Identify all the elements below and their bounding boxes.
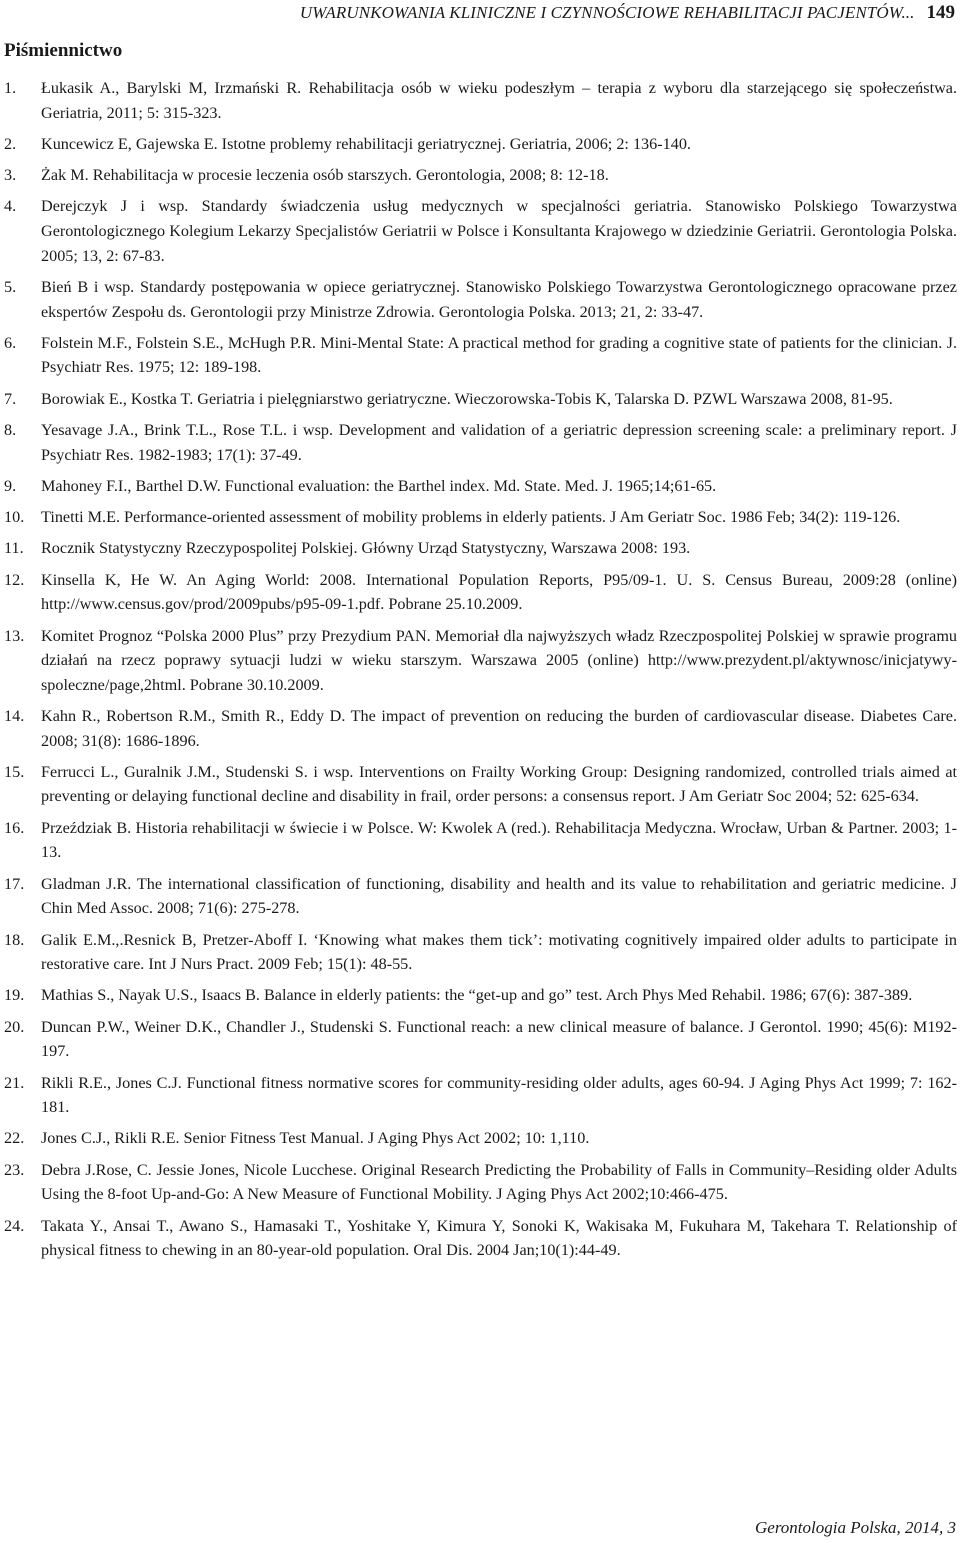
reference-number: 10. (4, 508, 25, 527)
reference-text: Galik E.M.,.Resnick B, Pretzer-Aboff I. ‘Knowing what makes them tick’: motivating cognitively impaired older adults to participate in restorative care. Int J Nurs Pract. 2009 Feb; 15(1): 48-55. (41, 930, 957, 974)
reference-text: Duncan P.W., Weiner D.K., Chandler J., Studenski S. Functional reach: a new clinical measure of balance. J Gerontol. 1990; 45(6): M192-197. (41, 1017, 957, 1061)
reference-text: Rikli R.E., Jones C.J. Functional fitness normative scores for community-residing older adults, ages 60-94. J Aging Phys Act 1999; 7: 162-181. (41, 1073, 957, 1117)
reference-text: Debra J.Rose, C. Jessie Jones, Nicole Lucchese. Original Research Predicting the Probability of Falls in Community–Residing older Adults Using the 8-foot Up-and-Go: A New Measure of Functional Mobility. J Aging Phys Act 2002;10:466-475. (41, 1160, 957, 1204)
reference-text: Kinsella K, He W. An Aging World: 2008. International Population Reports, P95/09-1. U. S. Census Bureau, 2009:28 (online) http://www.census.gov/prod/2009pubs/p95-09-1.pdf. Pobrane 25.10.2009. (41, 570, 957, 614)
reference-item (4, 505, 957, 530)
reference-number: 11. (4, 539, 24, 558)
reference-item (4, 536, 957, 561)
reference-text: Takata Y., Ansai T., Awano S., Hamasaki T., Yoshitake Y, Kimura Y, Sonoki K, Wakisaka M, Fukuhara M, Takehara T. Relationship of physical fitness to chewing in an 80-year-old population. Oral Dis. 2004 Jan;10(1):44-49. (41, 1216, 957, 1260)
reference-item (4, 1071, 957, 1120)
reference-text: Łukasik A., Barylski M, Irzmański R. Rehabilitacja osób w wieku podeszłym – terapia z wyboru dla starzejącego się społeczeństwa. Geriatria, 2011; 5: 315-323. (41, 79, 957, 122)
reference-text: Borowiak E., Kostka T. Geriatria i pielęgniarstwo geriatryczne. Wieczorowska-Tobis K, Talarska D. PZWL Warszawa 2008, 81-95. (41, 389, 893, 408)
reference-number: 17. (4, 874, 25, 893)
reference-number: 1. (4, 79, 17, 97)
running-footer: Gerontologia Polska, 2014, 3 (755, 1518, 956, 1537)
reference-text: Przeździak B. Historia rehabilitacji w świecie i w Polsce. W: Kwolek A (red.). Rehabilitacja Medyczna. Wrocław, Urban & Partner. 2003; 1-13. (41, 818, 957, 862)
reference-text: Derejczyk J i wsp. Standardy świadczenia usług medycznych w specjalności geriatria. Stanowisko Polskiego Towarzystwa Gerontologicznego Kolegium Lekarzy Specjalistów Geriatrii w Polsce i Konsultanta Krajowego w dziedzinie Geriatrii. Gerontologia Polska. 2005; 13, 2: 67-83. (41, 197, 957, 265)
reference-text: Bień B i wsp. Standardy postępowania w opiece geriatrycznej. Stanowisko Polskiego Towarzystwa Gerontologicznego opracowane przez ekspertów Zespołu ds. Gerontologii przy Ministrze Zdrowia. Gerontologia Polska. 2013; 21, 2: 33-47. (41, 277, 957, 321)
reference-text: Folstein M.F., Folstein S.E., McHugh P.R. Mini-Mental State: A practical method for grading a cognitive state of patients for the clinician. J. Psychiatr Res. 1975; 12: 189-198. (41, 333, 957, 377)
reference-number: 24. (4, 1216, 25, 1235)
reference-number: 23. (4, 1160, 25, 1179)
reference-number: 21. (4, 1073, 25, 1092)
reference-number: 4. (4, 197, 17, 216)
reference-item (4, 387, 957, 412)
reference-text: Ferrucci L., Guralnik J.M., Studenski S. i wsp. Interventions on Frailty Working Group: Designing randomized, controlled trials aimed at preventing or delaying functional decline and disability in frail, order persons: a consensus report. J Am Geriatr Soc 2004; 52: 625-634. (41, 762, 957, 806)
running-header (180, 2, 955, 24)
reference-number: 5. (4, 277, 17, 296)
reference-item (4, 132, 957, 157)
reference-number: 12. (4, 570, 25, 589)
reference-text: Mahoney F.I., Barthel D.W. Functional evaluation: the Barthel index. Md. State. Med. J. 1965;14;61-65. (41, 476, 717, 495)
section-heading: Piśmiennictwo (4, 40, 123, 61)
reference-number: 2. (4, 134, 17, 153)
reference-item (4, 194, 957, 268)
reference-item (4, 418, 957, 467)
reference-item (4, 624, 957, 698)
reference-text: Tinetti M.E. Performance-oriented assessment of mobility problems in elderly patients. J Am Geriatr Soc. 1986 Feb; 34(2): 119-126. (41, 508, 901, 527)
reference-number: 9. (4, 476, 17, 495)
reference-item (4, 872, 957, 921)
reference-number: 22. (4, 1129, 25, 1148)
reference-text: Żak M. Rehabilitacja w procesie leczenia osób starszych. Gerontologia, 2008; 8: 12-18. (41, 166, 609, 185)
reference-number: 15. (4, 762, 25, 781)
reference-number: 20. (4, 1017, 25, 1036)
reference-item (4, 983, 957, 1008)
reference-text: Gladman J.R. The international classification of functioning, disability and health and its value to rehabilitation and geriatric medicine. J Chin Med Assoc. 2008; 71(6): 275-278. (41, 874, 957, 918)
reference-text: Kuncewicz E, Gajewska E. Istotne problemy rehabilitacji geriatrycznej. Geriatria, 2006; 2: 136-140. (41, 134, 691, 153)
reference-text: Yesavage J.A., Brink T.L., Rose T.L. i wsp. Development and validation of a geriatric depression screening scale: a preliminary report. J Psychiatr Res. 1982-1983; 17(1): 37-49. (41, 420, 957, 464)
reference-item (4, 568, 957, 617)
reference-number: 7. (4, 389, 17, 408)
reference-item (4, 928, 957, 977)
reference-list (4, 76, 957, 1269)
reference-item (4, 760, 957, 809)
reference-text: Jones C.J., Rikli R.E. Senior Fitness Test Manual. J Aging Phys Act 2002; 10: 1,110. (41, 1129, 590, 1148)
reference-number: 6. (4, 333, 17, 352)
reference-number: 14. (4, 707, 25, 725)
reference-item (4, 816, 957, 865)
reference-number: 8. (4, 420, 17, 439)
reference-item (4, 1126, 957, 1151)
reference-number: 13. (4, 626, 25, 645)
reference-item (4, 704, 957, 753)
reference-number: 3. (4, 166, 17, 185)
reference-number: 19. (4, 986, 25, 1005)
reference-text: Komitet Prognoz “Polska 2000 Plus” przy Prezydium PAN. Memoriał dla najwyższych władz Rzeczpospolitej Polskiej w sprawie programu działań na rzecz poprawy sytuacji ludzi w wieku starszym. Warszawa 2005 (online) http://www.prezydent.pl/aktywnosc/inicjatywy-spoleczne/page,2html. Pobrane 30.10.2009. (41, 626, 957, 694)
page-number: 149 (926, 2, 955, 23)
reference-item (4, 1158, 957, 1207)
reference-item (4, 474, 957, 499)
reference-item (4, 331, 957, 380)
reference-text: Kahn R., Robertson R.M., Smith R., Eddy D. The impact of prevention on reducing the burden of cardiovascular disease. Diabetes Care. 2008; 31(8): 1686-1896. (41, 707, 957, 750)
reference-number: 16. (4, 818, 25, 837)
reference-item (4, 1015, 957, 1064)
running-title: UWARUNKOWANIA KLINICZNE I CZYNNOŚCIOWE REHABILITACJI PACJENTÓW... (299, 3, 915, 22)
reference-item (4, 275, 957, 324)
reference-text: Rocznik Statystyczny Rzeczypospolitej Polskiej. Główny Urząd Statystyczny, Warszawa 2008: 193. (41, 539, 691, 558)
reference-number: 18. (4, 930, 25, 949)
reference-text: Mathias S., Nayak U.S., Isaacs B. Balance in elderly patients: the “get-up and go” test. Arch Phys Med Rehabil. 1986; 67(6): 387-389. (41, 986, 913, 1005)
reference-item (4, 163, 957, 188)
reference-item (4, 76, 957, 125)
reference-item (4, 1214, 957, 1263)
